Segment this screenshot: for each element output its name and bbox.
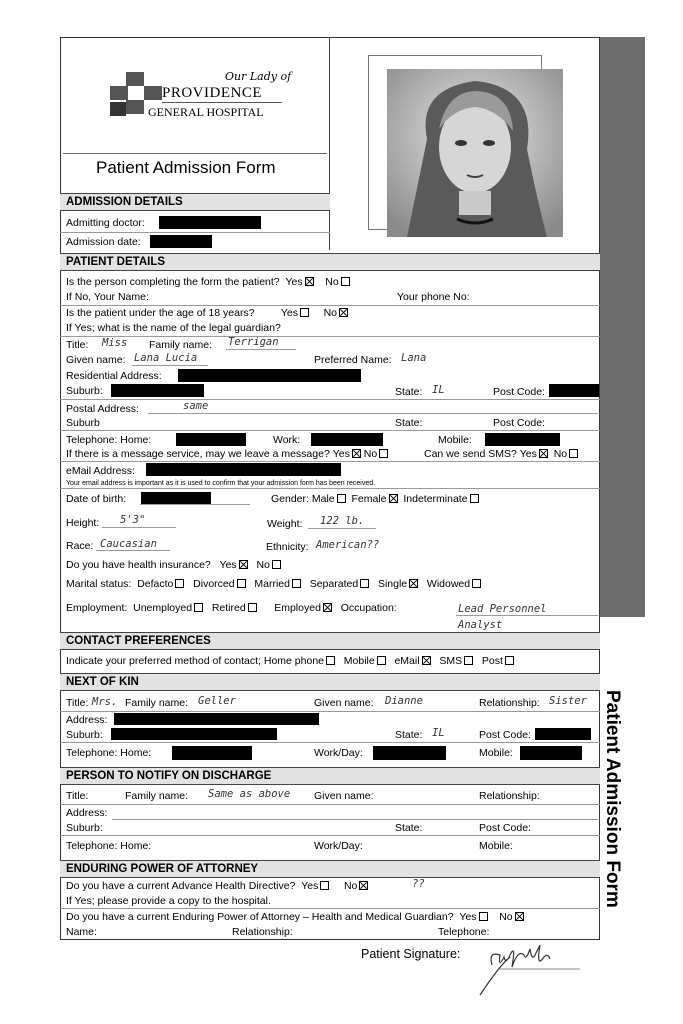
telephone-label: Telephone: Home:	[66, 434, 152, 446]
discharge-given-label: Given name:	[314, 790, 374, 802]
title-divider	[63, 153, 327, 154]
marital-separated-checkbox[interactable]	[360, 579, 369, 588]
q-message: If there is a message service, may we leave a message? Yes No	[66, 448, 388, 460]
preferred-name-label: Preferred Name:	[314, 354, 392, 366]
telephone-mobile-redacted	[485, 433, 560, 446]
postal-address-value[interactable]: same	[183, 400, 209, 412]
phone-no-label: Your phone No:	[397, 291, 470, 303]
gender-male-checkbox[interactable]	[337, 494, 346, 503]
work-label: Work:	[273, 434, 301, 446]
ethnicity-label: Ethnicity:	[266, 541, 309, 553]
kin-postcode-label: Post Code:	[479, 729, 531, 741]
guardian-label: If Yes; what is the name of the legal guardian?	[66, 322, 281, 334]
state-value[interactable]: IL	[432, 384, 445, 396]
epa-telephone-label: Telephone:	[438, 926, 490, 938]
height-label: Height:	[66, 517, 100, 529]
postal-address-label: Postal Address:	[66, 403, 139, 415]
q-sms: Can we send SMS? Yes No	[424, 448, 578, 460]
kin-state-value[interactable]: IL	[432, 727, 445, 739]
discharge-suburb-label: Suburb:	[66, 822, 103, 834]
email-label: eMail Address:	[66, 465, 135, 477]
hospital-logo	[110, 72, 330, 132]
employment-row: Employment: Unemployed Retired Employed Occupation:	[66, 602, 397, 614]
gender-female-checkbox[interactable]	[389, 494, 398, 503]
gender-indeterminate-checkbox[interactable]	[470, 494, 479, 503]
kin-state-label: State:	[395, 729, 423, 741]
admission-form	[60, 37, 600, 940]
unemployed-checkbox[interactable]	[194, 603, 203, 612]
title-value[interactable]: Miss	[102, 337, 128, 349]
admission-date-redacted	[150, 235, 212, 248]
message-yes-checkbox[interactable]	[352, 449, 361, 458]
side-title: Patient Admission Form	[602, 690, 623, 908]
email-redacted	[146, 463, 341, 476]
kin-relationship-label: Relationship:	[479, 697, 540, 709]
kin-suburb-label: Suburb:	[66, 729, 103, 741]
contact-home-checkbox[interactable]	[326, 656, 335, 665]
kin-relationship-value[interactable]: Sister	[549, 695, 587, 707]
kin-header: NEXT OF KIN	[60, 673, 600, 691]
admission-date-label: Admission date:	[66, 236, 141, 248]
ahd-note[interactable]: ??	[412, 878, 425, 890]
suburb-redacted	[111, 384, 204, 397]
telephone-home-redacted	[176, 433, 246, 446]
copy-note: If Yes; please provide a copy to the hospital.	[66, 895, 271, 907]
contact-email-checkbox[interactable]	[422, 656, 431, 665]
if-no-name-label: If No, Your Name:	[66, 291, 149, 303]
gender-row: Gender: Male Female Indeterminate	[271, 493, 479, 505]
epa-yes-checkbox[interactable]	[479, 912, 488, 921]
contact-post-checkbox[interactable]	[505, 656, 514, 665]
contact-sms-checkbox[interactable]	[464, 656, 473, 665]
under18-no-checkbox[interactable]	[339, 308, 348, 317]
kin-given-label: Given name:	[314, 697, 374, 709]
kin-address-redacted	[114, 713, 319, 725]
patient-signature[interactable]	[470, 935, 580, 1000]
postal-postcode-label: Post Code:	[493, 417, 545, 429]
title-label: Title:	[66, 339, 89, 351]
family-name-label: Family name:	[149, 339, 213, 351]
given-name-label: Given name:	[66, 354, 126, 366]
admitting-doctor-redacted	[159, 216, 261, 229]
epa-name-label: Name:	[66, 926, 97, 938]
dob-redacted	[141, 492, 211, 504]
admitting-doctor-label: Admitting doctor:	[66, 217, 145, 229]
ethnicity-value[interactable]: American??	[316, 539, 380, 551]
kin-title-value[interactable]: Mrs.	[92, 696, 118, 708]
contact-row: Indicate your preferred method of contact; Home phone Mobile eMail SMS Post	[66, 655, 514, 667]
marital-married-checkbox[interactable]	[292, 579, 301, 588]
kin-mobile-redacted	[520, 746, 582, 760]
kin-work-redacted	[373, 746, 446, 760]
family-name-value[interactable]: Terrigan	[228, 336, 279, 348]
under18-yes-checkbox[interactable]	[300, 308, 309, 317]
kin-work-label: Work/Day:	[314, 747, 363, 759]
given-name-value[interactable]: Lana Lucia	[134, 352, 198, 364]
weight-label: Weight:	[267, 518, 303, 530]
insurance-no-checkbox[interactable]	[272, 560, 281, 569]
marital-row: Marital status: Defacto Divorced Married Separated Single Widowed	[66, 578, 481, 590]
ahd-no-checkbox[interactable]	[359, 881, 368, 890]
discharge-header: PERSON TO NOTIFY ON DISCHARGE	[60, 767, 600, 785]
insurance-yes-checkbox[interactable]	[239, 560, 248, 569]
residential-address-redacted	[178, 369, 361, 382]
kin-postcode-redacted	[535, 728, 591, 740]
race-value[interactable]: Caucasian	[100, 538, 157, 550]
marital-divorced-checkbox[interactable]	[237, 579, 246, 588]
employed-checkbox[interactable]	[323, 603, 332, 612]
signature-label: Patient Signature:	[361, 947, 461, 961]
occupation-value-line2[interactable]: Analyst	[458, 619, 503, 631]
form-title: Patient Admission Form	[96, 158, 276, 177]
message-no-checkbox[interactable]	[379, 449, 388, 458]
telephone-work-redacted	[311, 433, 383, 446]
q-insurance: Do you have health insurance? Yes No	[66, 559, 281, 571]
patient-header: PATIENT DETAILS	[60, 253, 600, 271]
residential-address-label: Residential Address:	[66, 370, 162, 382]
occupation-value-line1[interactable]: Lead Personnel	[458, 603, 547, 615]
kin-suburb-redacted	[111, 728, 277, 740]
kin-family-label: Family name:	[125, 697, 189, 709]
kin-given-value[interactable]: Dianne	[385, 695, 423, 707]
email-note: Your email address is important as it is used to confirm that your admission form has been received.	[66, 480, 376, 487]
postal-suburb-label: Suburb	[66, 417, 100, 429]
weight-value[interactable]: 122 lb.	[320, 515, 365, 527]
kin-address-label: Address:	[66, 714, 108, 726]
sms-yes-checkbox[interactable]	[539, 449, 548, 458]
side-tab	[600, 37, 645, 617]
suburb-label: Suburb:	[66, 385, 103, 397]
postcode-label: Post Code:	[493, 386, 545, 398]
q-under18: Is the patient under the age of 18 years? Yes No	[66, 307, 348, 319]
race-label: Race:	[66, 540, 94, 552]
epa-header: ENDURING POWER OF ATTORNEY	[60, 860, 600, 878]
discharge-family-value[interactable]: Same as above	[208, 788, 291, 800]
logo-text-line3: GENERAL HOSPITAL	[148, 105, 264, 119]
preferred-name-value[interactable]: Lana	[401, 352, 427, 364]
postal-state-label: State:	[395, 417, 423, 429]
completing-yes-checkbox[interactable]	[305, 277, 314, 286]
kin-home-redacted	[172, 746, 252, 760]
sms-no-checkbox[interactable]	[569, 449, 578, 458]
q-completing: Is the person completing the form the patient? Yes No	[66, 276, 350, 288]
discharge-telephone-label: Telephone: Home:	[66, 840, 152, 852]
mobile-label: Mobile:	[438, 434, 472, 446]
epa-no-checkbox[interactable]	[515, 912, 524, 921]
kin-mobile-label: Mobile:	[479, 747, 513, 759]
contact-mobile-checkbox[interactable]	[377, 656, 386, 665]
kin-family-value[interactable]: Geller	[198, 695, 236, 707]
photo-divider	[329, 37, 330, 250]
discharge-work-label: Work/Day:	[314, 840, 363, 852]
patient-photo	[387, 69, 563, 237]
discharge-relationship-label: Relationship:	[479, 790, 540, 802]
discharge-postcode-label: Post Code:	[479, 822, 531, 834]
marital-widowed-checkbox[interactable]	[472, 579, 481, 588]
logo-text-line1: Our Lady of	[225, 70, 292, 83]
completing-no-checkbox[interactable]	[341, 277, 350, 286]
admission-header: ADMISSION DETAILS	[60, 193, 330, 211]
ahd-yes-checkbox[interactable]	[320, 881, 329, 890]
dob-label: Date of birth:	[66, 493, 127, 505]
discharge-state-label: State:	[395, 822, 423, 834]
q-ahd: Do you have a current Advance Health Directive? Yes No	[66, 880, 368, 892]
marital-single-checkbox[interactable]	[409, 579, 418, 588]
epa-relationship-label: Relationship:	[232, 926, 293, 938]
postcode-redacted	[549, 384, 599, 397]
logo-text-line2: PROVIDENCE	[162, 85, 263, 101]
state-label: State:	[395, 386, 423, 398]
kin-title-label: Title:	[66, 697, 89, 709]
discharge-address-label: Address:	[66, 807, 108, 819]
discharge-family-label: Family name:	[125, 790, 189, 802]
discharge-mobile-label: Mobile:	[479, 840, 513, 852]
contact-header: CONTACT PREFERENCES	[60, 632, 600, 650]
discharge-title-label: Title:	[66, 790, 89, 802]
q-epa: Do you have a current Enduring Power of Attorney – Health and Medical Guardian? Yes No	[66, 911, 524, 923]
height-value[interactable]: 5'3"	[120, 514, 146, 526]
retired-checkbox[interactable]	[248, 603, 257, 612]
kin-telephone-label: Telephone: Home:	[66, 747, 152, 759]
marital-defacto-checkbox[interactable]	[175, 579, 184, 588]
